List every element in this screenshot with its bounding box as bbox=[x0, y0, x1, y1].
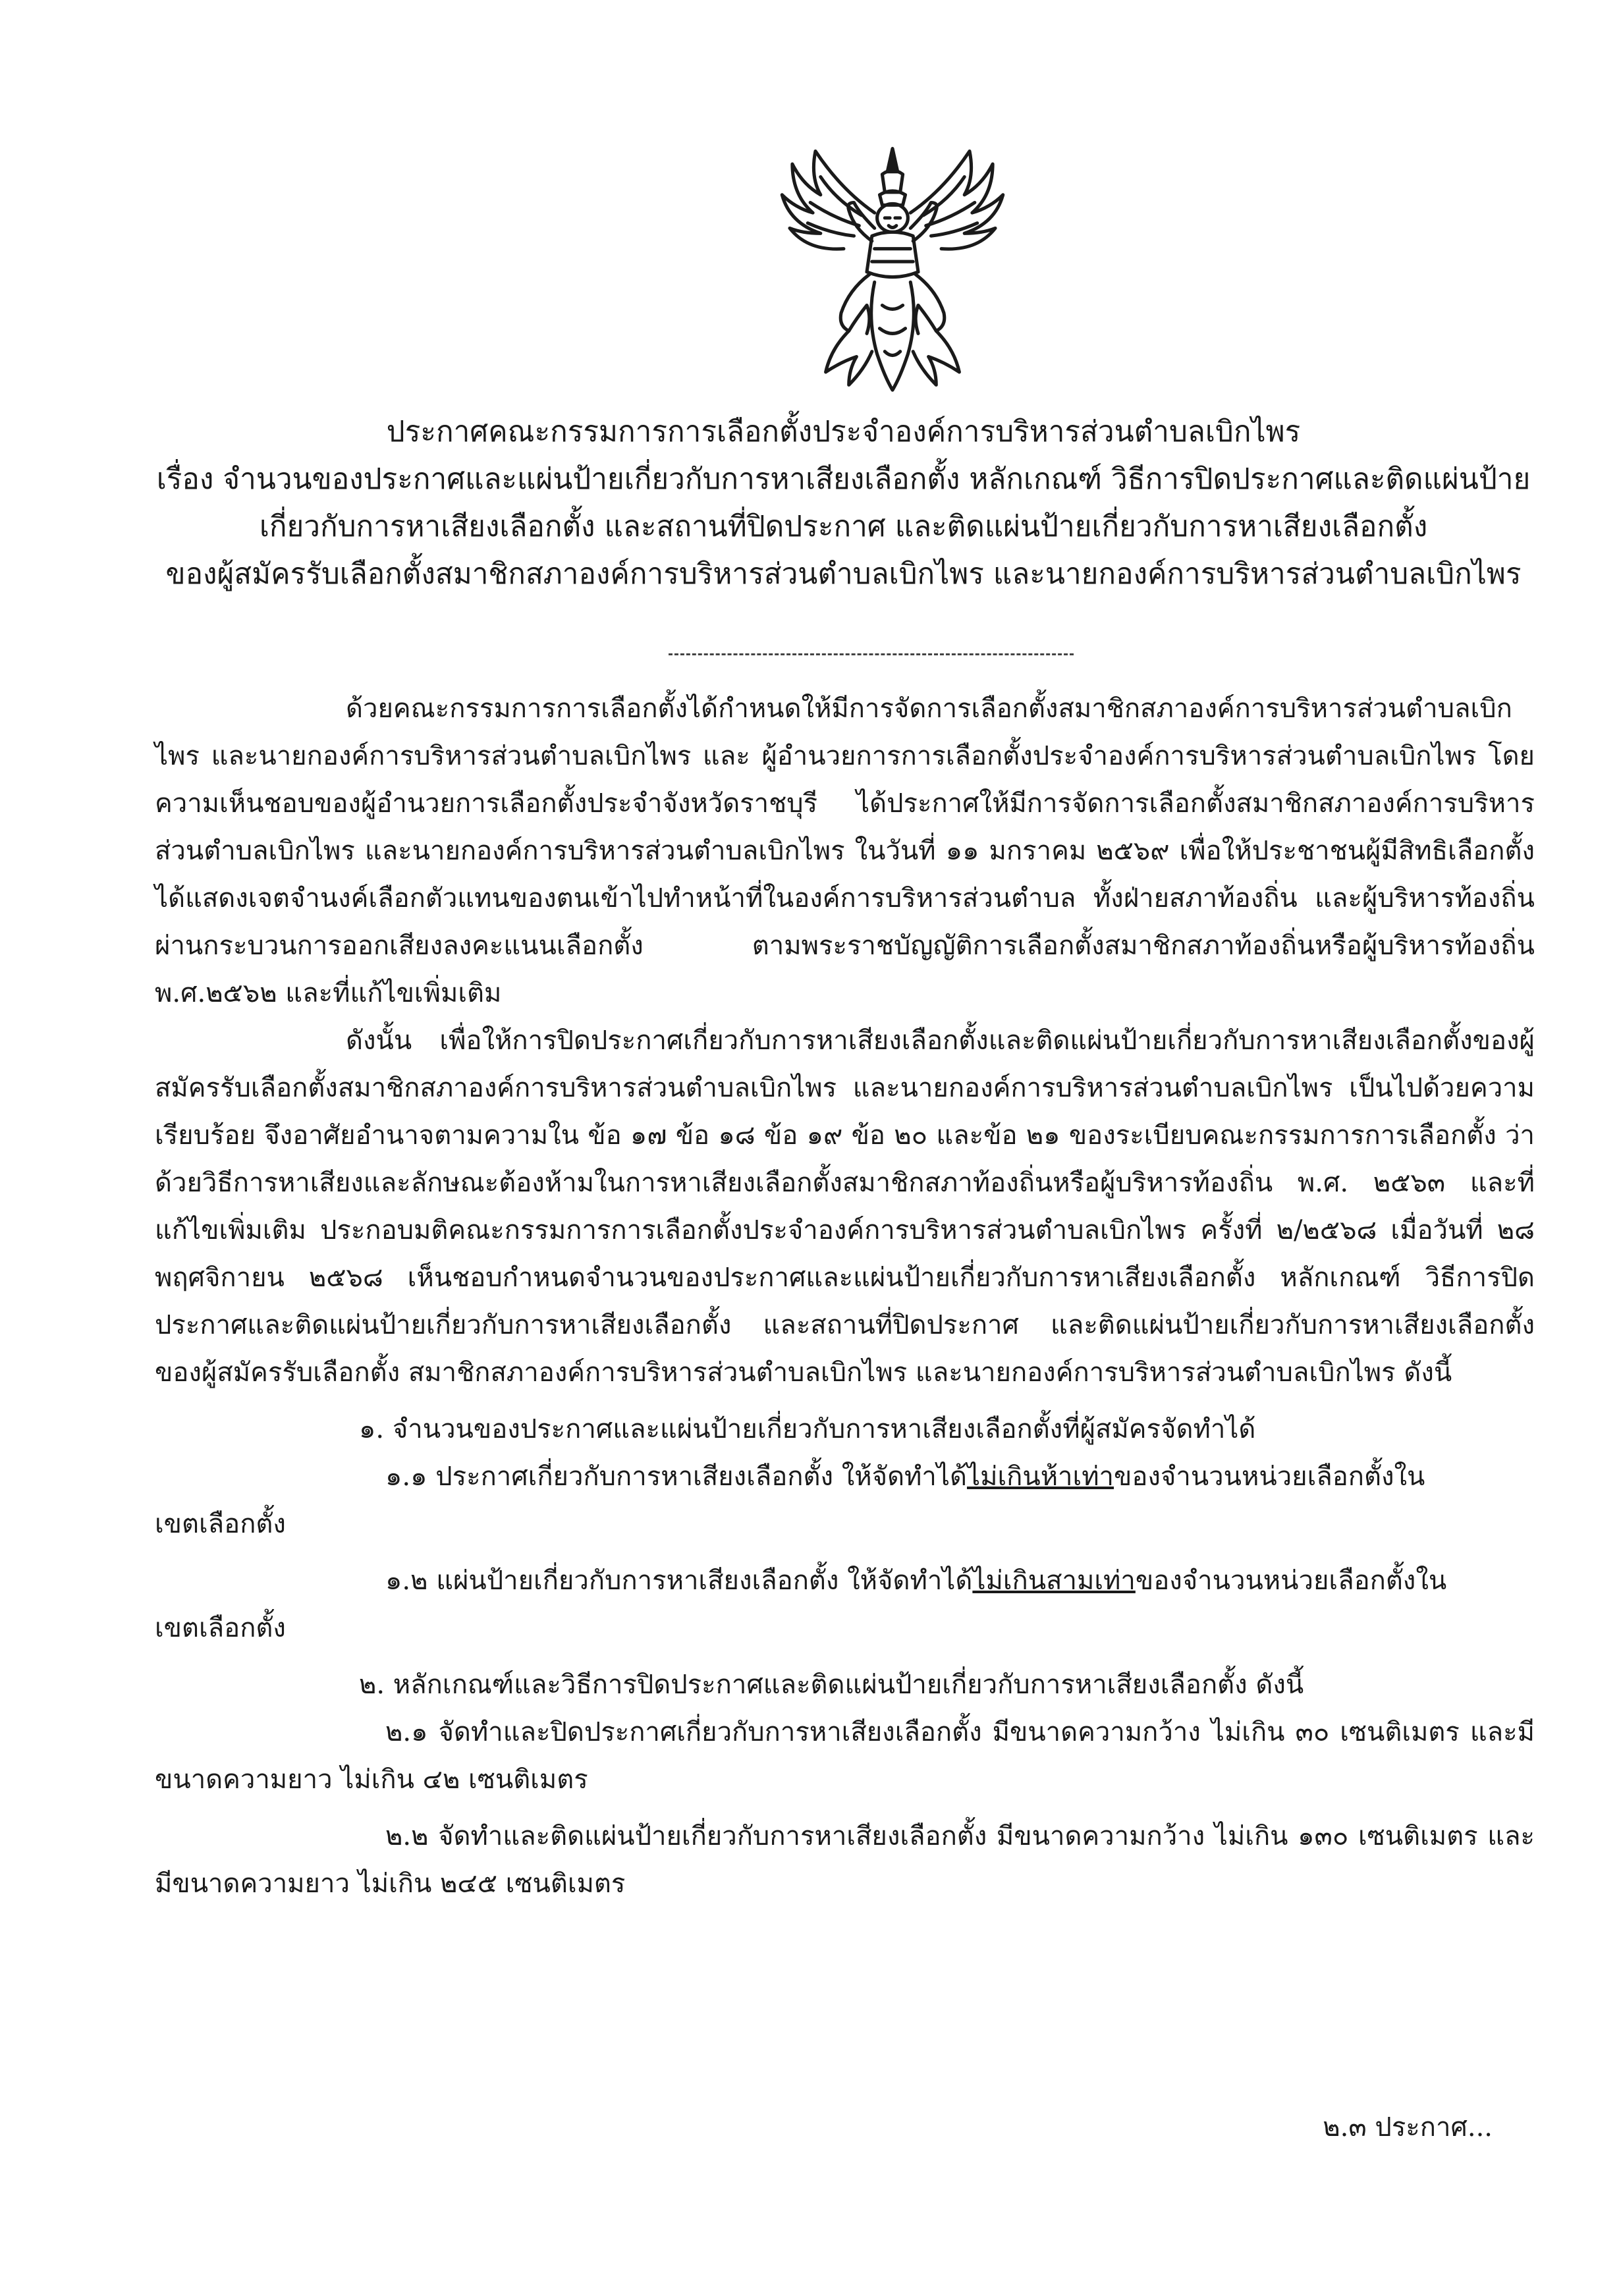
section-1-2-limit: ไม่เกินสามเท่า bbox=[972, 1566, 1136, 1596]
section-1-1-text: ๑.๑ ประกาศเกี่ยวกับการหาเสียงเลือกตั้ง ให้จัดทำได้ bbox=[385, 1462, 967, 1492]
section-2-1: ๒.๑ จัดทำและปิดประกาศเกี่ยวกับการหาเสียงเลือกตั้ง มีขนาดความกว้าง ไม่เกิน ๓๐ เซนติเมตร และมีขนาดความยาว ไม่เกิน ๔๒ เซนติเมตร bbox=[155, 1717, 1535, 1795]
title-line-1: ประกาศคณะกรรมการการเลือกตั้งประจำองค์การบริหารส่วนตำบลเบิกไพร bbox=[386, 415, 1301, 449]
section-1-1 bbox=[155, 1453, 1535, 1500]
section-2-2: ๒.๒ จัดทำและติดแผ่นป้ายเกี่ยวกับการหาเสียงเลือกตั้ง มีขนาดความกว้าง ไม่เกิน ๑๓๐ เซนติเมตร และมีขนาดความยาว ไม่เกิน ๒๔๕ เซนติเมตร bbox=[155, 1821, 1535, 1899]
section-2-heading: ๒. หลักเกณฑ์และวิธีการปิดประกาศและติดแผ่นป้ายเกี่ยวกับการหาเสียงเลือกตั้ง ดังนี้ bbox=[359, 1670, 1304, 1700]
section-1-2-text: ๑.๒ แผ่นป้ายเกี่ยวกับการหาเสียงเลือกตั้ง ให้จัดทำได้ bbox=[385, 1566, 973, 1596]
announcement-body bbox=[155, 685, 1535, 1907]
title-line-2: เรื่อง จำนวนของประกาศและแผ่นป้ายเกี่ยวกับการหาเสียงเลือกตั้ง หลักเกณฑ์ วิธีการปิดประกาศและติดแผ่นป้าย bbox=[156, 462, 1531, 496]
next-page-catchword: ๒.๓ ประกาศ... bbox=[1323, 2112, 1493, 2143]
resolution-paragraph: ดังนั้น เพื่อให้การปิดประกาศเกี่ยวกับการหาเสียงเลือกตั้งและติดแผ่นป้ายเกี่ยวกับการหาเสียงเลือกตั้งของผู้สมัครรับเลือกตั้งสมาชิกสภาองค์การบริหารส่วนตำบลเบิกไพร และนายกองค์การบริหารส่วนตำบลเบิกไพร เป็นไปด้วยความเรียบร้อย จึงอาศัยอำนาจตามความใน ข้อ ๑๗ ข้อ ๑๘ ข้อ ๑๙ ข้อ ๒๐ และข้อ ๒๑ ของระเบียบคณะกรรมการการเลือกตั้ง ว่าด้วยวิธีการหาเสียงและลักษณะต้องห้ามในการหาเสียงเลือกตั้งสมาชิกสภาท้องถิ่นหรือผู้บริหารท้องถิ่น พ.ศ. ๒๕๖๓ และที่แก้ไขเพิ่มเติม ประกอบมติคณะกรรมการการเลือกตั้งประจำองค์การบริหารส่วนตำบลเบิกไพร ครั้งที่ ๒/๒๕๖๘ เมื่อวันที่ ๒๘ พฤศจิกายน ๒๕๖๘ เห็นชอบกำหนดจำนวนของประกาศและแผ่นป้ายเกี่ยวกับการหาเสียงเลือกตั้ง หลักเกณฑ์ วิธีการปิดประกาศและติดแผ่นป้ายเกี่ยวกับการหาเสียงเลือกตั้ง และสถานที่ปิดประกาศ และติดแผ่นป้ายเกี่ยวกับการหาเสียงเลือกตั้งของผู้สมัครรับเลือกตั้ง สมาชิกสภาองค์การบริหารส่วนตำบลเบิกไพร และนายกองค์การบริหารส่วนตำบลเบิกไพร ดังนี้ bbox=[155, 1025, 1535, 1388]
section-1-2-text-end: ของจำนวนหน่วยเลือกตั้งใน bbox=[1135, 1566, 1447, 1596]
section-1-2-continuation: เขตเลือกตั้ง bbox=[155, 1613, 286, 1643]
title-separator bbox=[669, 653, 1074, 655]
section-1-1-continuation: เขตเลือกตั้ง bbox=[155, 1509, 286, 1539]
garuda-emblem-icon bbox=[764, 135, 1021, 398]
section-1-1-limit: ไม่เกินห้าเท่า bbox=[966, 1462, 1114, 1492]
section-1-heading: ๑. จำนวนของประกาศและแผ่นป้ายเกี่ยวกับการหาเสียงเลือกตั้งที่ผู้สมัครจัดทำได้ bbox=[359, 1414, 1256, 1444]
title-line-3: เกี่ยวกับการหาเสียงเลือกตั้ง และสถานที่ปิดประกาศ และติดแผ่นป้ายเกี่ยวกับการหาเสียงเลือกตั้ง bbox=[259, 510, 1428, 543]
preamble-paragraph: ด้วยคณะกรรมการการเลือกตั้งได้กำหนดให้มีการจัดการเลือกตั้งสมาชิกสภาองค์การบริหารส่วนตำบลเบิกไพร และนายกองค์การบริหารส่วนตำบลเบิกไพร และ ผู้อำนวยการการเลือกตั้งประจำองค์การบริหารส่วนตำบลเบิกไพร โดยความเห็นชอบของผู้อำนวยการเลือกตั้งประจำจังหวัดราชบุรี ได้ประกาศให้มีการจัดการเลือกตั้งสมาชิกสภาองค์การบริหารส่วนตำบลเบิกไพร และนายกองค์การบริหารส่วนตำบลเบิกไพร ในวันที่ ๑๑ มกราคม ๒๕๖๙ เพื่อให้ประชาชนผู้มีสิทธิเลือกตั้งได้แสดงเจตจำนงค์เลือกตัวแทนของตนเข้าไปทำหน้าที่ในองค์การบริหารส่วนตำบล ทั้งฝ่ายสภาท้องถิ่น และผู้บริหารท้องถิ่น ผ่านกระบวนการออกเสียงลงคะแนนเลือกตั้ง ตามพระราชบัญญัติการเลือกตั้งสมาชิกสภาท้องถิ่นหรือผู้บริหารท้องถิ่น พ.ศ.๒๕๖๒ และที่แก้ไขเพิ่มเติม bbox=[155, 694, 1535, 1008]
section-1-2 bbox=[155, 1557, 1535, 1604]
announcement-title bbox=[132, 408, 1555, 598]
title-line-4: ของผู้สมัครรับเลือกตั้งสมาชิกสภาองค์การบริหารส่วนตำบลเบิกไพร และนายกองค์การบริหารส่วนตำบลเบิกไพร bbox=[165, 557, 1522, 591]
section-1-1-text-end: ของจำนวนหน่วยเลือกตั้งใน bbox=[1114, 1462, 1425, 1492]
